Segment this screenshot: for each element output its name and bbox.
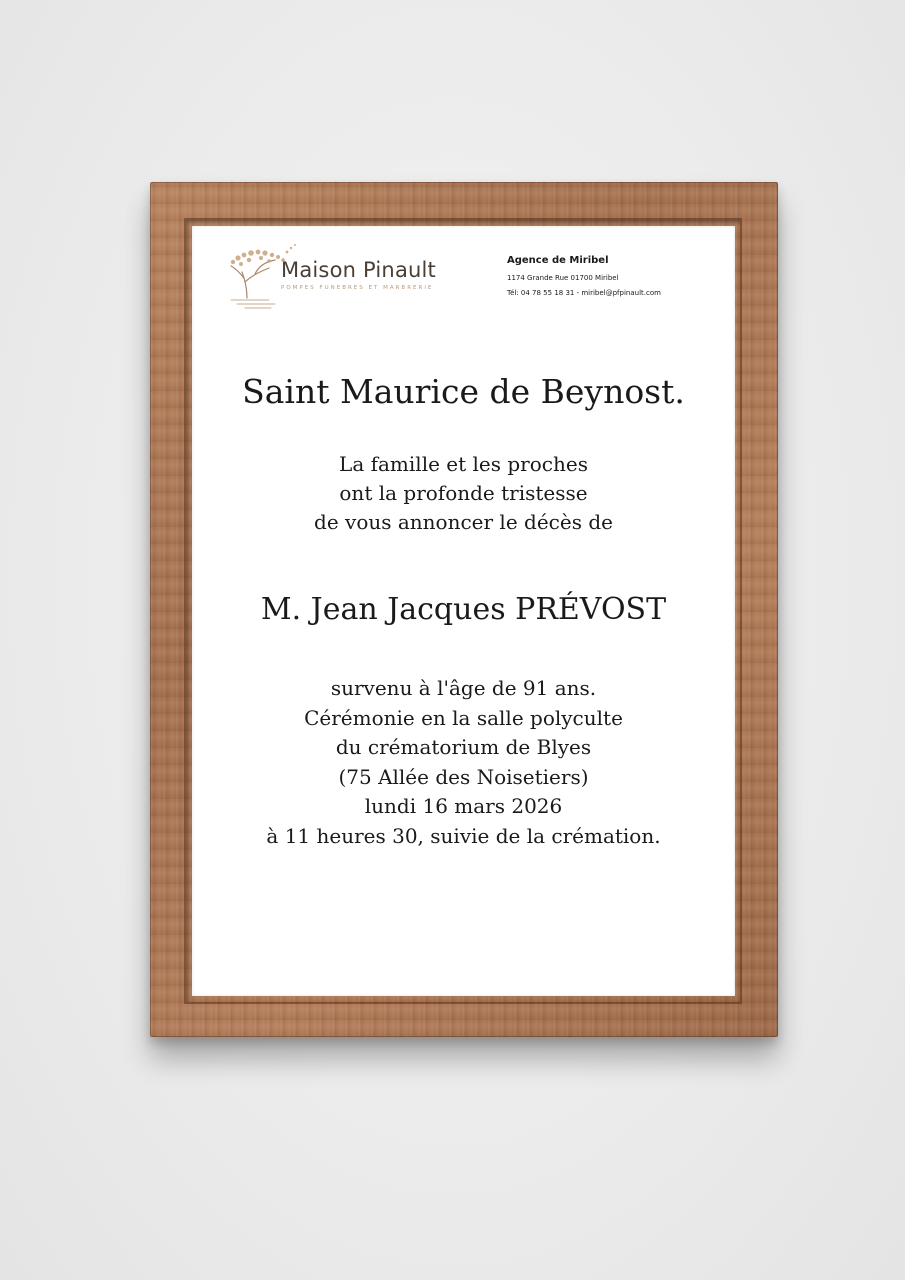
agency-address: 1174 Grande Rue 01700 Miribel (507, 274, 619, 282)
detail-line: survenu à l'âge de 91 ans. (330, 676, 597, 700)
agency-title: Agence de Miribel (507, 255, 609, 266)
wooden-picture-frame (150, 182, 778, 1037)
brand-tagline: POMPES FUNEBRES ET MARBRERIE (281, 285, 434, 291)
agency-contact: Tél: 04 78 55 18 31 - miribel@pfpinault.com (507, 289, 661, 297)
intro-line: La famille et les proches (339, 452, 588, 476)
deceased-name: M. Jean Jacques PRÉVOST (260, 592, 667, 627)
announcement-intro (192, 450, 735, 537)
detail-line: à 11 heures 30, suivie de la crémation. (266, 823, 661, 848)
detail-line: Cérémonie en la salle polyculte (304, 705, 623, 730)
obituary-notice-sheet (192, 226, 735, 996)
brand-name: Maison Pinault (281, 258, 436, 282)
intro-line: ont la profonde tristesse (339, 481, 588, 505)
detail-line: lundi 16 mars 2026 (364, 794, 563, 818)
ceremony-details (192, 674, 735, 851)
intro-line: de vous annoncer le décès de (314, 510, 613, 534)
detail-line: du crématorium de Blyes (335, 735, 592, 759)
town-heading: Saint Maurice de Beynost. (242, 372, 685, 411)
detail-line: (75 Allée des Noisetiers) (338, 764, 589, 789)
